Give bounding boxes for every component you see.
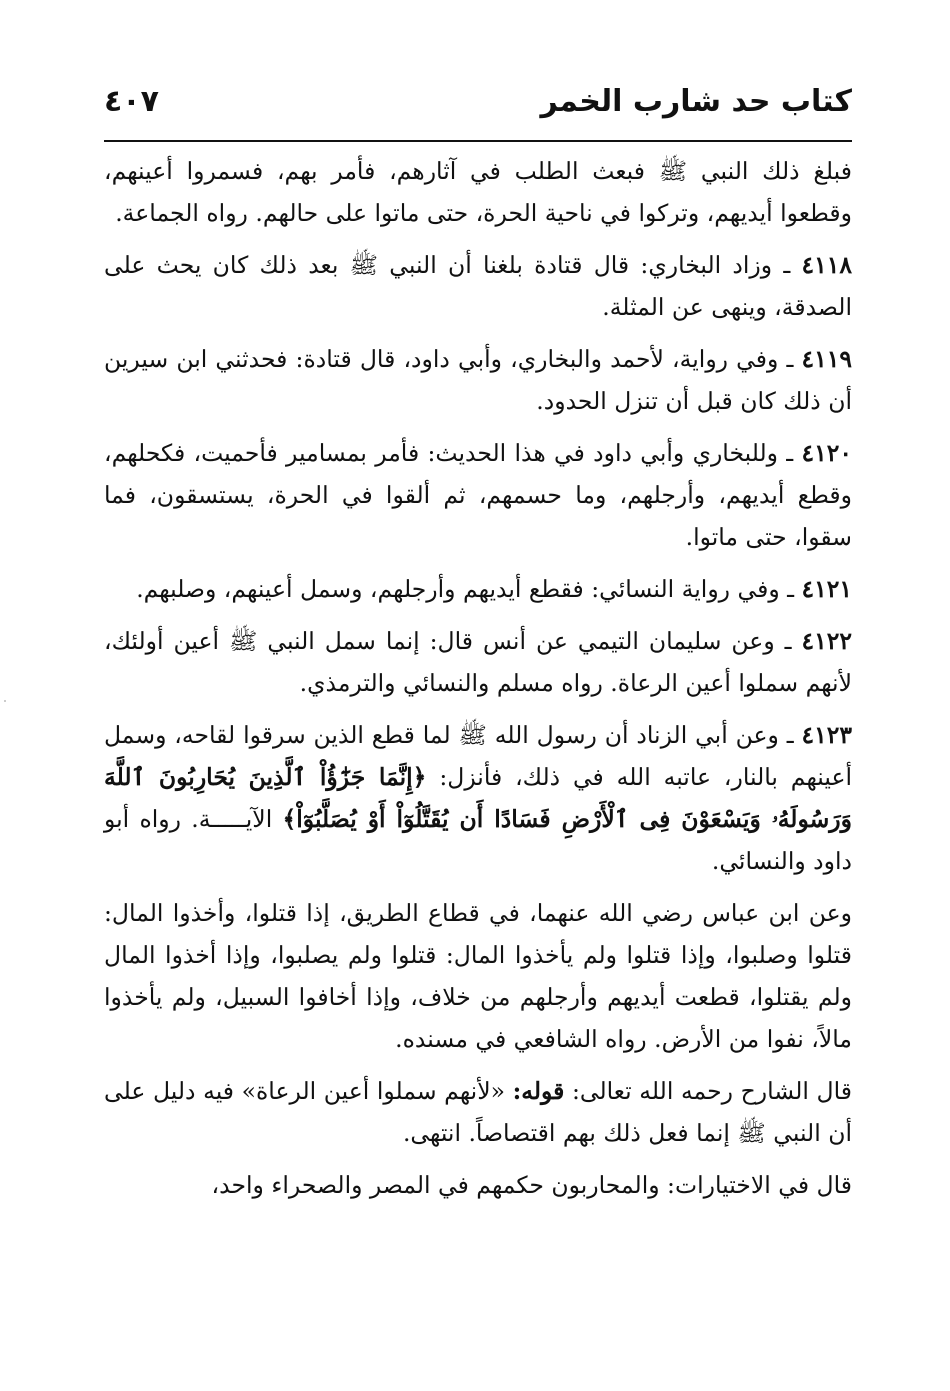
chapter-title: كتاب حد شارب الخمر <box>540 84 852 119</box>
hadith-4122 <box>104 620 852 704</box>
paragraph-text-after: الآيـــــة. رواه أبو داود والنسائي. <box>104 805 852 875</box>
page-body <box>104 150 852 1216</box>
paragraph-text: ـ وللبخاري وأبي داود في هذا الحديث: فأمر بمسامير فأحميت، فكحلهم، وقطع أيديهم، وأرجلهم، وما حسمهم، ثم ألقوا في الحرة، يستسقون، فما سقوا، حتى ماتوا. <box>104 439 852 551</box>
hadith-4123 <box>104 714 852 882</box>
paragraph-text-before: قال الشارح رحمه الله تعالى: <box>564 1077 852 1105</box>
hadith-4119 <box>104 338 852 422</box>
hadith-number: ٤١١٨ <box>801 251 852 279</box>
hadith-number: ٤١٢٣ <box>801 721 852 749</box>
hadith-number: ٤١٢١ <box>801 575 852 603</box>
paragraph-text: ـ وفي رواية النسائي: فقطع أيديهم وأرجلهم، وسمل أعينهم، وصلبهم. <box>136 575 802 603</box>
hadith-4118 <box>104 244 852 328</box>
quran-verse: ﴿إِنَّمَا جَزَٰٓؤُاْ ٱلَّذِينَ يُحَارِبُونَ ٱللَّهَ وَرَسُولَهُۥ وَيَسْعَوْنَ فِى ٱلْأَرْضِ فَسَادًا أَن يُقَتَّلُوٓاْ أَوْ يُصَلَّبُوٓاْ﴾ <box>104 763 852 833</box>
paragraph-text: «لأنهم سملوا أعين الرعاة» فيه دليل على أن النبي ﷺ إنما فعل ذلك بهم اقتصاصاً. انتهى. <box>104 1077 852 1147</box>
paragraph-ikhtiyarat <box>104 1164 852 1206</box>
hadith-4121 <box>104 568 852 610</box>
hadith-4120 <box>104 432 852 558</box>
paragraph-text: ـ وعن سليمان التيمي عن أنس قال: إنما سمل النبي ﷺ أعين أولئك، لأنهم سملوا أعين الرعاة. رواه مسلم والنسائي والترمذي. <box>104 627 852 697</box>
bold-term: قوله: <box>512 1077 565 1105</box>
hadith-number: ٤١٢٠ <box>801 439 852 467</box>
paragraph-sharih <box>104 1070 852 1154</box>
scan-mark <box>4 700 6 702</box>
hadith-number: ٤١١٩ <box>801 345 852 373</box>
paragraph <box>104 150 852 234</box>
paragraph-text: فبلغ ذلك النبي ﷺ فبعث الطلب في آثارهم، فأمر بهم، فسمروا أعينهم، وقطعوا أيديهم، وتركوا في ناحية الحرة، حتى ماتوا على حالهم. رواه الجماعة. <box>104 157 852 227</box>
paragraph-text: ـ وزاد البخاري: قال قتادة بلغنا أن النبي ﷺ بعد ذلك كان يحث على الصدقة، وينهى عن المثلة. <box>104 251 852 321</box>
paragraph-text: ـ وفي رواية، لأحمد والبخاري، وأبي داود، قال قتادة: فحدثني ابن سيرين أن ذلك كان قبل أن تنزل الحدود. <box>104 345 852 415</box>
hadith-number: ٤١٢٢ <box>801 627 852 655</box>
page-header <box>104 78 852 134</box>
paragraph-ibn-abbas <box>104 892 852 1060</box>
paragraph-text: ـ وعن أبي الزناد أن رسول الله ﷺ لما قطع الذين سرقوا لقاحه، وسمل أعينهم بالنار، عاتبه الله في ذلك، فأنزل: <box>104 721 853 791</box>
paragraph-text: وعن ابن عباس رضي الله عنهما، في قطاع الطريق، إذا قتلوا، وأخذوا المال: قتلوا وصلبوا، وإذا قتلوا ولم يأخذوا المال: قتلوا ولم يصلبوا، وإذا أخذوا المال ولم يقتلوا، قطعت أيديهم وأرجلهم من خلاف، وإذا أخافوا السبيل، ولم يأخذوا مالاً، نفوا من الأرض. رواه الشافعي في مسنده. <box>104 899 852 1053</box>
paragraph-text: قال في الاختيارات: والمحاربون حكمهم في المصر والصحراء واحد، <box>211 1171 852 1199</box>
page-number: ٤٠٧ <box>104 84 159 119</box>
header-divider <box>104 140 852 142</box>
